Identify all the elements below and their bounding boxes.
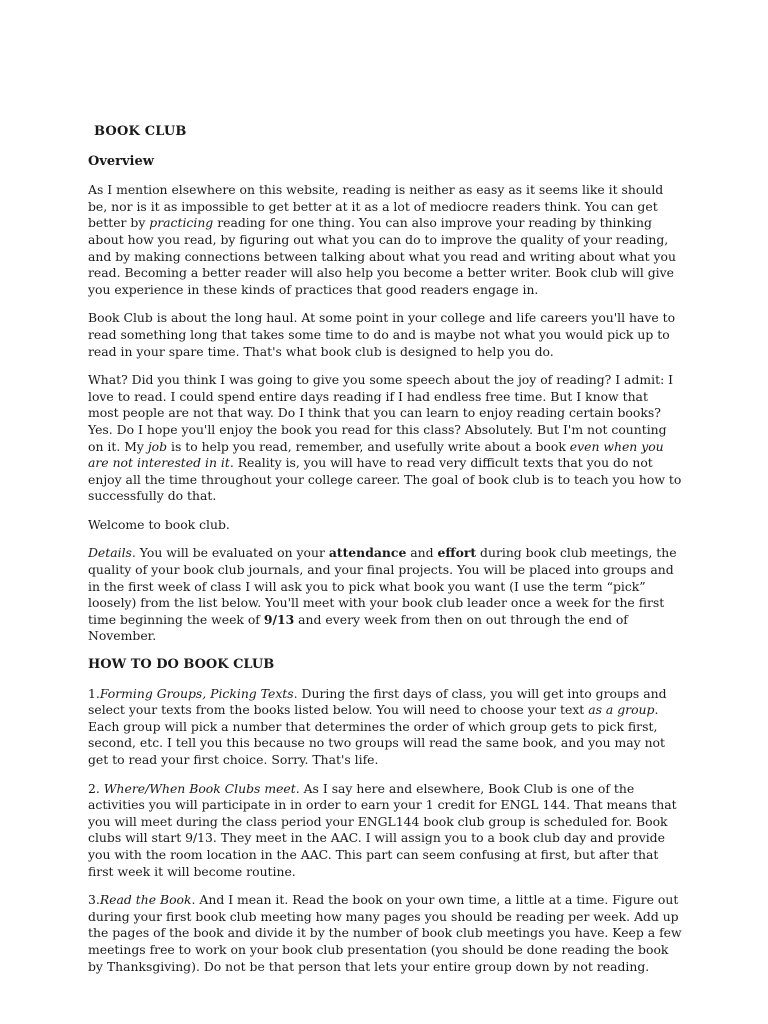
text-run: . During the first days of class, you will get into groups and select your texts from the books listed below. You will need to choose your text <box>88 685 667 718</box>
welcome-paragraph: Welcome to book club. <box>88 516 230 532</box>
emphasis-text: Where/When Book Clubs meet. <box>103 780 300 796</box>
emphasis-text: Forming Groups, Picking Texts <box>99 685 294 701</box>
bold-text: effort <box>437 545 477 561</box>
step-number: 2. <box>88 780 104 796</box>
document-body <box>88 124 682 987</box>
emphasis-text: even when you are not interested in it. <box>88 438 664 471</box>
text-run: You will be evaluated on your <box>135 545 329 561</box>
how-to-heading: HOW TO DO BOOK CLUB <box>88 657 275 673</box>
emphasis-text: as a group <box>588 702 655 718</box>
step-3-paragraph <box>88 892 682 975</box>
text-run: Reality is, you will have to read very difficult texts that you do not enjoy all the time throughout your college career. The goal of book club is to teach you how to successfully do that. <box>88 455 682 504</box>
text-run: and <box>406 545 438 561</box>
text-run: As I say here and elsewhere, Book Club is one of the activities you will participate in in order to earn your 1 credit for ENGL 144. That means that you will meet during the class period your ENGL144 book club group is scheduled for. Book clubs will start 9/13. They meet in the AAC. I will assign you to a book club day and provide you with the room location in the AAC. This part can seem confusing at first, but after that first week it will become routine. <box>88 780 677 879</box>
text-run: is to help you read, remember, and usefully write about a book <box>167 438 570 454</box>
step-1-paragraph <box>88 686 682 769</box>
emphasis-text: practicing <box>149 215 214 231</box>
step-number: 3. <box>88 892 100 908</box>
overview-paragraph-3 <box>88 372 682 505</box>
page-title: BOOK CLUB <box>94 124 187 139</box>
text-run: As I mention elsewhere on this website, reading is neither as easy as it seems like it should be, nor is it as impossible to get better at it as a lot of mediocre readers think. You can get better by <box>88 182 664 231</box>
text-run: . And I mean it. Read the book on your own time, a little at a time. Figure out during your first book club meeting how many pages you should be reading per week. Add up the pages of the book and divide it by the number of book club meetings you have. Keep a few meetings free to work on your book club presentation (you should be done reading the book by Thanksgiving). Do not be that person that lets your entire group down by not reading. <box>88 892 682 974</box>
overview-heading: Overview <box>88 153 154 169</box>
text-run: . Each group will pick a number that determines the order of which group gets to pick first, second, etc. I tell you this because no two groups will read the same book, and you may not get to read your first choice. Sorry. That's life. <box>88 702 665 767</box>
emphasis-text: Read the Book <box>99 892 192 908</box>
details-paragraph <box>88 545 682 645</box>
step-number: 1. <box>88 685 100 701</box>
bold-text: 9/13 <box>263 611 295 627</box>
overview-paragraph-2: Book Club is about the long haul. At some point in your college and life careers you'll have to read something long that takes some time to do and is maybe not what you would pick up to read in your spare time. That's what book club is designed to help you do. <box>88 310 676 359</box>
step-2-paragraph <box>88 781 682 881</box>
emphasis-text: job <box>147 438 168 454</box>
text-run: What? Did you think I was going to give you some speech about the joy of reading? I admit: I love to read. I could spend entire days reading if I had endless free time. But I know that most people are not that way. Do I think that you can learn to enjoy reading certain books? Yes. Do I hope you'll enjoy the book you read for this class? Absolutely. But I'm not counting on it. My <box>88 372 674 454</box>
overview-paragraph-1 <box>88 182 682 298</box>
emphasis-text: Details. <box>88 545 136 561</box>
text-run: reading for one thing. You can also improve your reading by thinking about how you read, by figuring out what you can do to improve the quality of your reading, and by making connections between talking about what you read and writing about what you read. Becoming a better reader will also help you become a better writer. Book club will give you experience in these kinds of practices that good readers engage in. <box>88 215 676 297</box>
text-run: and every week from then on out through the end of November. <box>88 611 628 644</box>
text-run: during book club meetings, the quality of your book club journals, and your final projects. You will be placed into groups and in the first week of class I will ask you to pick what book you want (I use the term “pick” loosely) from the list below. You'll meet with your book club leader once a week for the first time beginning the week of <box>88 545 677 627</box>
bold-text: attendance <box>328 545 407 561</box>
